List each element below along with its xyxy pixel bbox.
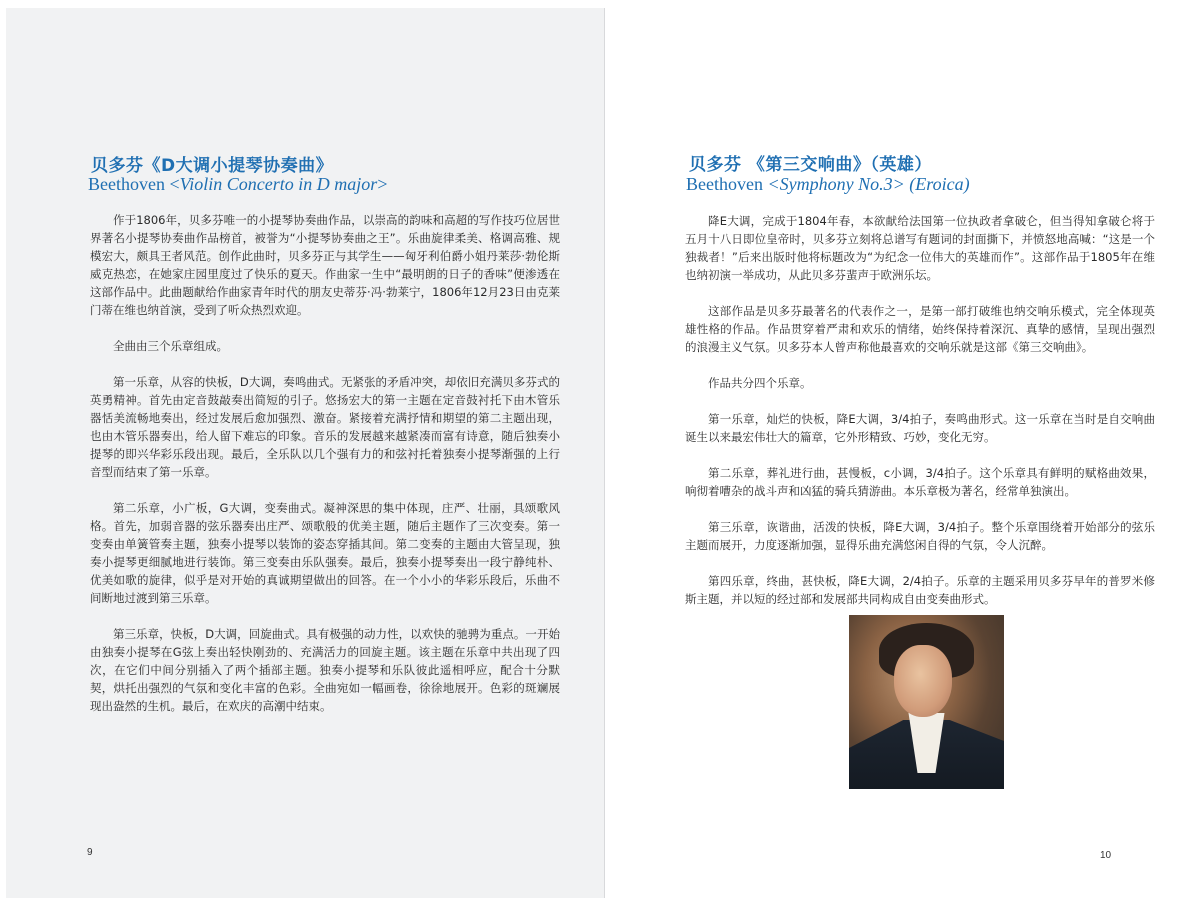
left-page xyxy=(6,8,605,898)
paragraph: 作品共分四个乐章。 xyxy=(708,376,812,390)
paragraph: 第二乐章，小广板，G大调，变奏曲式。凝神深思的集中体现，庄严、壮丽，具颂歌风格。首先，加弱音器的弦乐器奏出庄严、颂歌般的优美主题，随后主题作了三次变奏。第一变奏由单簧管奏主题，独奏小提琴以装饰的姿态穿插其间。第二变奏的主题由大管呈现，独奏小提琴更细腻地进行装饰。第三变奏由乐队强奏。最后，独奏小提琴奏出一段宁静纯朴、优美如歌的旋律，似乎是对开始的真诚期望做出的回答。在一个小小的华彩乐段后，乐曲不间断地过渡到第三乐章。 xyxy=(90,501,560,605)
paragraph: 作于1806年，贝多芬唯一的小提琴协奏曲作品，以崇高的韵味和高超的写作技巧位居世界著名小提琴协奏曲作品榜首，被誉为“小提琴协奏曲之王”。乐曲旋律柔美、格调高雅、规模宏大，颇具王者风范。创作此曲时，贝多芬正与其学生——匈牙利伯爵小姐丹莱莎·勃伦斯威克热恋，在她家庄园里度过了快乐的夏天。作曲家一生中“最明朗的日子的香味”便渗透在这部作品中。此曲题献给作曲家青年时代的朋友史蒂芬·冯·勃莱宁，1806年12月23日由克莱门蒂在维也纳首演，受到了听众热烈欢迎。 xyxy=(90,213,560,317)
beethoven-portrait xyxy=(849,615,1004,789)
page-title-zh: 贝多芬《D大调小提琴协奏曲》 xyxy=(91,156,334,176)
page-title-en: Beethoven <Violin Concerto in D major> xyxy=(88,174,388,194)
page-title-zh: 贝多芬 《第三交响曲》（英雄） xyxy=(689,155,932,175)
page-number: 9 xyxy=(87,847,93,858)
paragraph: 第三乐章，快板，D大调，回旋曲式。具有极强的动力性，以欢快的驰骋为重点。一开始由独奏小提琴在G弦上奏出轻快刚劲的、充满活力的回旋主题。该主题在乐章中共出现了四次，在它们中间分别插入了两个插部主题。独奏小提琴和乐队彼此遥相呼应，配合十分默契，烘托出强烈的气氛和变化丰富的色彩。全曲宛如一幅画卷，徐徐地展开。色彩的斑斓展现出盎然的生机。最后，在欢庆的高潮中结束。 xyxy=(90,627,560,713)
page-number: 10 xyxy=(1100,850,1112,861)
paragraph: 这部作品是贝多芬最著名的代表作之一，是第一部打破维也纳交响乐模式，完全体现英雄性格的作品。作品贯穿着严肃和欢乐的情绪，始终保持着深沉、真挚的感情，呈现出强烈的浪漫主义气氛。贝多芬本人曾声称他最喜欢的交响乐就是这部《第三交响曲》。 xyxy=(685,304,1155,354)
portrait-face xyxy=(894,645,952,717)
article-body xyxy=(685,212,1155,626)
paragraph: 降E大调，完成于1804年春，本欲献给法国第一位执政者拿破仑，但当得知拿破仑将于五月十八日即位皇帝时，贝多芬立刻将总谱写有题词的封面撕下，并愤怒地高喊：“这是一个独裁者！”后来出版时他将标题改为“为纪念一位伟大的英雄而作”。这部作品于1805年在维也纳初演一举成功，从此贝多芬蜚声于欧洲乐坛。 xyxy=(685,214,1155,282)
paragraph: 第一乐章，从容的快板，D大调，奏鸣曲式。无紧张的矛盾冲突，却依旧充满贝多芬式的英勇精神。首先由定音鼓敲奏出简短的引子。悠扬宏大的第一主题在定音鼓衬托下由木管乐器恬美流畅地奏出，经过发展后愈加强烈、激奋。紧接着充满抒情和期望的第二主题出现，也由木管乐器奏出，给人留下难忘的印象。音乐的发展越来越紧凑而富有诗意，随后独奏小提琴的即兴华彩乐段出现。最后，全乐队以几个强有力的和弦衬托着独奏小提琴渐强的上行音型而结束了第一乐章。 xyxy=(90,375,560,479)
page-title-en: Beethoven <Symphony No.3> (Eroica) xyxy=(686,174,970,194)
article-body xyxy=(90,211,560,733)
paragraph: 第一乐章，灿烂的快板，降E大调，3/4拍子，奏鸣曲形式。这一乐章在当时是自交响曲诞生以来最宏伟壮大的篇章，它外形精致、巧妙，变化无穷。 xyxy=(685,412,1155,444)
paragraph: 第四乐章，终曲，甚快板，降E大调，2/4拍子。乐章的主题采用贝多芬早年的普罗米修斯主题，并以短的经过部和发展部共同构成自由变奏曲形式。 xyxy=(685,574,1155,606)
paragraph: 第二乐章，葬礼进行曲，甚慢板，c小调，3/4拍子。这个乐章具有鲜明的赋格曲效果，响彻着嘈杂的战斗声和凶猛的骑兵猜游曲。本乐章极为著名，经常单独演出。 xyxy=(685,466,1155,498)
paragraph: 第三乐章，诙谐曲，活泼的快板，降E大调，3/4拍子。整个乐章围绕着开始部分的弦乐主题而展开，力度逐渐加强，显得乐曲充满悠闲自得的气氛，令人沉醉。 xyxy=(685,520,1155,552)
paragraph: 全曲由三个乐章组成。 xyxy=(113,339,228,353)
right-page xyxy=(605,0,1200,916)
